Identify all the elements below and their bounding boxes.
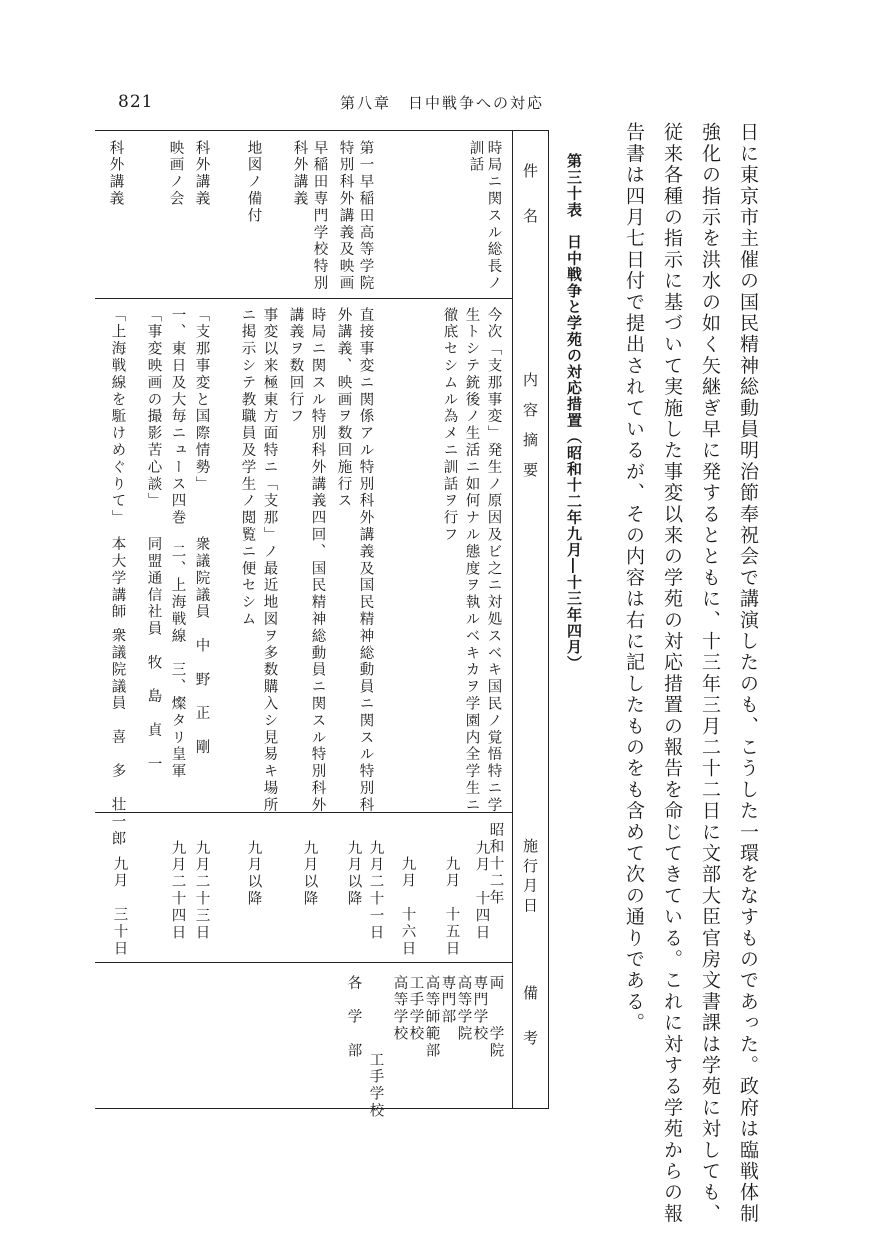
- row1-summary-line1: 今次「支那事変」発生ノ原因及ビ之ニ対処スベキ国民ノ覚悟特ニ学: [485, 307, 502, 814]
- row1-remark-3: 高等学院: [455, 975, 472, 1043]
- row2-summary-line2: 外講義、映画ヲ数回施行ス: [335, 307, 352, 510]
- row6-summary-line1: 一、東日及大毎ニュース四巻 二、上海戦線 三、燦タリ皇軍: [169, 307, 186, 781]
- row3-date-1: 九月以降: [301, 840, 318, 908]
- header-summary: 内 容 摘 要: [521, 372, 539, 477]
- row2-remark-1: 工手学校: [367, 1052, 384, 1120]
- row1-remark-2: 専門学校: [471, 975, 488, 1043]
- row4-date-1: 九月以降: [245, 840, 262, 908]
- row7-date-1: 九月 三十日: [111, 856, 128, 958]
- page-number: 821: [118, 92, 154, 112]
- row1-date-1: 九月 十四日: [473, 840, 490, 942]
- row2-summary-line1: 直接事変ニ関係アル特別科外講義及国民精神総動員ニ関スル特別科: [357, 307, 374, 814]
- row3-subject-line1: 早稲田専門学校特別: [311, 140, 328, 293]
- row1-summary-line3: 徹底セシムル為メニ訓話ヲ行フ: [441, 307, 458, 544]
- row1-remark-6: 工手学校: [407, 975, 424, 1043]
- row5-summary-line1: 「支那事変と国際情勢」 衆議院議員 中 野 正 剛: [193, 307, 210, 757]
- row5-subject-line1: 科外講義: [193, 140, 210, 208]
- row1-remark-5: 高等師範部: [423, 975, 440, 1060]
- row1-remark-4: 専門部: [439, 975, 456, 1026]
- body-line-4: 告書は四月七日付で提出されているが、その内容は右に記したものをも含めて次の通りである。: [623, 122, 645, 1034]
- row5-date-1: 九月二十三日: [193, 840, 210, 942]
- body-line-3: 従来各種の指示に基づいて実施した事変以来の学苑の対応措置の報告を命じてきている。これに対する学苑からの報: [661, 122, 683, 1225]
- row4-subject-line1: 地図ノ備付: [245, 140, 262, 225]
- header-date: 施 行 月 日: [521, 838, 539, 913]
- row1-date-3: 九月 十六日: [399, 856, 416, 958]
- row1-remark-7: 高等学校: [391, 975, 408, 1043]
- row1-remark-1: 両 学院: [487, 975, 504, 1060]
- body-line-1: 日に東京市主催の国民精神総動員明治節奉祝会で講演したのも、こうした一環をなすものであった。政府は臨戦体制: [737, 122, 759, 1225]
- running-head: 第八章 日中戦争への対応: [340, 94, 545, 112]
- header-subject: 件 名: [521, 163, 539, 223]
- row2-subject-line2: 特別科外講義及映画: [337, 140, 354, 293]
- table-caption: 第三十表 日中戦争と学苑の対応措置（昭和十二年九月―十三年四月）: [565, 153, 583, 672]
- row1-subject-line2: 訓話: [467, 140, 484, 174]
- row4-summary-line1: 事変以来極東方面特ニ「支那」ノ最近地図ヲ多数購入シ見易キ場所: [261, 307, 278, 814]
- body-line-2: 強化の指示を洪水の如く矢継ぎ早に発するとともに、十三年三月二十二日に文部大臣官房文書課は学苑に対しても、: [699, 122, 721, 1225]
- row6-summary-line2: 「事変映画の撮影苦心談」 同盟通信社員 牧 島 貞 一: [145, 307, 162, 773]
- row7-summary-line1: 「上海戦線を駈けめぐりて」 本大学講師 衆議院議員 喜 多 壮一郎: [109, 307, 126, 848]
- row1-date-era: 昭和十二年: [487, 822, 504, 907]
- row2-remark-2: 各 学 部: [345, 975, 362, 1060]
- row3-summary-line1: 時局ニ関スル特別科外講義四回、国民精神総動員ニ関スル特別科外: [309, 307, 326, 814]
- row3-summary-line2: 講義ヲ数回行フ: [287, 307, 304, 426]
- row6-date-1: 九月二十四日: [169, 840, 186, 942]
- row1-summary-line2: 生トシテ銃後ノ生活ニ如何ナル態度ヲ執ルベキカヲ学園内全学生ニ: [463, 307, 480, 814]
- row1-subject-line1: 時局ニ関スル総長ノ: [485, 140, 502, 293]
- header-remarks: 備 考: [521, 985, 539, 1045]
- row3-subject-line2: 科外講義: [291, 140, 308, 208]
- row2-date-1: 九月二十一日: [367, 840, 384, 942]
- row1-date-2: 九月 十五日: [443, 856, 460, 958]
- row6-subject-line1: 映画ノ会: [167, 140, 184, 208]
- row2-date-2: 九月以降: [345, 840, 362, 908]
- row2-subject-line1: 第一早稲田高等学院: [357, 140, 374, 293]
- row7-subject-line1: 科外講義: [107, 140, 124, 208]
- row4-summary-line2: ニ掲示シテ教職員及学生ノ閲覧ニ便セシム: [239, 307, 256, 629]
